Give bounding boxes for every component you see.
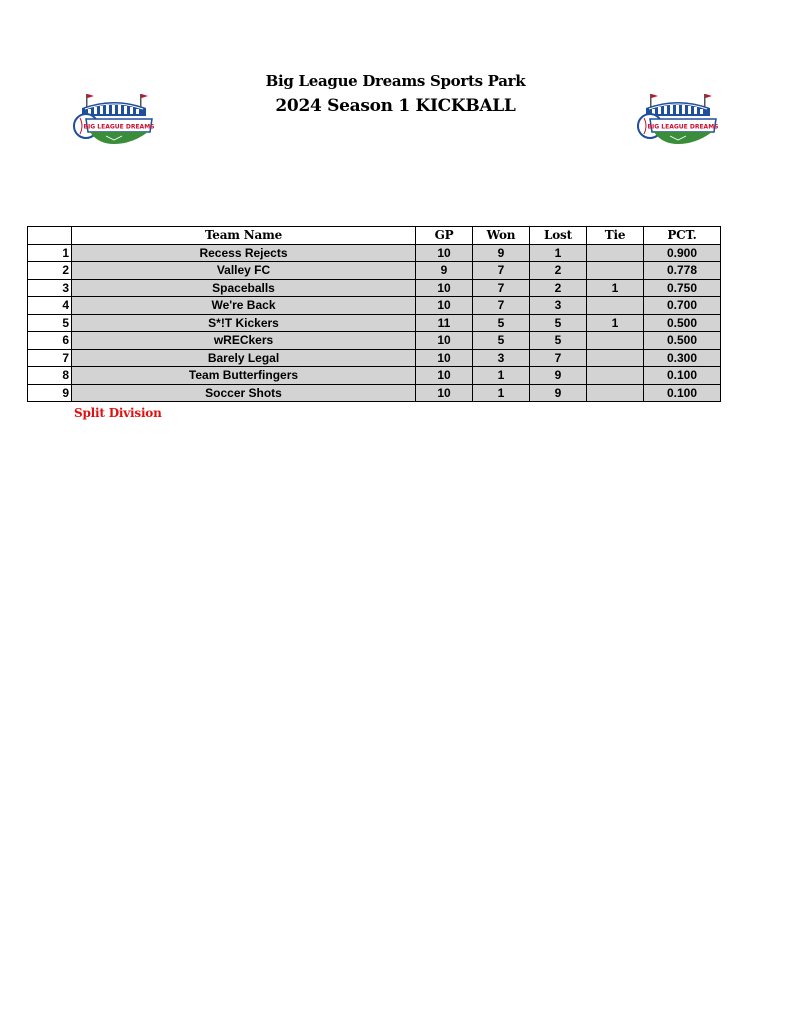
column-header-lost: Lost	[530, 227, 587, 245]
table-row	[28, 279, 721, 297]
pct-cell: 0.100	[644, 384, 721, 402]
logo-text-right: BIG LEAGUE DREAMS	[647, 123, 719, 131]
rank-cell: 8	[28, 367, 72, 385]
tie-cell	[587, 384, 644, 402]
rank-cell: 6	[28, 332, 72, 350]
won-cell: 7	[473, 262, 530, 280]
team-name-cell: We're Back	[72, 297, 416, 315]
pct-cell: 0.778	[644, 262, 721, 280]
rank-cell: 4	[28, 297, 72, 315]
column-header-gp: GP	[416, 227, 473, 245]
column-header-tie: Tie	[587, 227, 644, 245]
gp-cell: 10	[416, 349, 473, 367]
team-name-cell: Valley FC	[72, 262, 416, 280]
rank-cell: 3	[28, 279, 72, 297]
column-header-team-name: Team Name	[72, 227, 416, 245]
lost-cell: 5	[530, 314, 587, 332]
team-name-cell: Recess Rejects	[72, 244, 416, 262]
won-cell: 1	[473, 384, 530, 402]
won-cell: 5	[473, 332, 530, 350]
lost-cell: 7	[530, 349, 587, 367]
gp-cell: 10	[416, 244, 473, 262]
gp-cell: 10	[416, 279, 473, 297]
split-division-note: Split Division	[74, 406, 162, 420]
column-header-pct: PCT.	[644, 227, 721, 245]
gp-cell: 10	[416, 332, 473, 350]
lost-cell: 5	[530, 332, 587, 350]
rank-cell: 5	[28, 314, 72, 332]
tie-cell	[587, 262, 644, 280]
won-cell: 1	[473, 367, 530, 385]
pct-cell: 0.500	[644, 314, 721, 332]
gp-cell: 10	[416, 367, 473, 385]
standings-table	[27, 226, 721, 402]
team-name-cell: Soccer Shots	[72, 384, 416, 402]
tie-cell	[587, 349, 644, 367]
gp-cell: 10	[416, 297, 473, 315]
pct-cell: 0.700	[644, 297, 721, 315]
rank-cell: 7	[28, 349, 72, 367]
won-cell: 3	[473, 349, 530, 367]
column-header-rank	[28, 227, 72, 245]
pct-cell: 0.500	[644, 332, 721, 350]
table-row	[28, 349, 721, 367]
rank-cell: 1	[28, 244, 72, 262]
table-row	[28, 262, 721, 280]
won-cell: 7	[473, 279, 530, 297]
rank-cell: 2	[28, 262, 72, 280]
table-row	[28, 332, 721, 350]
gp-cell: 11	[416, 314, 473, 332]
won-cell: 7	[473, 297, 530, 315]
lost-cell: 9	[530, 384, 587, 402]
tie-cell	[587, 332, 644, 350]
table-row	[28, 367, 721, 385]
tie-cell	[587, 367, 644, 385]
gp-cell: 9	[416, 262, 473, 280]
lost-cell: 2	[530, 262, 587, 280]
pct-cell: 0.900	[644, 244, 721, 262]
header-row	[28, 227, 721, 245]
season-title: 2024 Season 1 KICKBALL	[275, 96, 516, 116]
tie-cell	[587, 244, 644, 262]
pct-cell: 0.750	[644, 279, 721, 297]
won-cell: 5	[473, 314, 530, 332]
column-header-won: Won	[473, 227, 530, 245]
team-name-cell: wRECkers	[72, 332, 416, 350]
rank-cell: 9	[28, 384, 72, 402]
team-name-cell: Team Butterfingers	[72, 367, 416, 385]
pct-cell: 0.300	[644, 349, 721, 367]
logo-text-left: BIG LEAGUE DREAMS	[83, 123, 155, 131]
team-name-cell: Barely Legal	[72, 349, 416, 367]
lost-cell: 2	[530, 279, 587, 297]
table-row	[28, 297, 721, 315]
lost-cell: 9	[530, 367, 587, 385]
team-name-cell: Spaceballs	[72, 279, 416, 297]
gp-cell: 10	[416, 384, 473, 402]
venue-title: Big League Dreams Sports Park	[265, 72, 526, 90]
pct-cell: 0.100	[644, 367, 721, 385]
team-name-cell: S*!T Kickers	[72, 314, 416, 332]
lost-cell: 1	[530, 244, 587, 262]
tie-cell: 1	[587, 314, 644, 332]
table-row	[28, 384, 721, 402]
lost-cell: 3	[530, 297, 587, 315]
tie-cell: 1	[587, 279, 644, 297]
table-row	[28, 244, 721, 262]
won-cell: 9	[473, 244, 530, 262]
table-row	[28, 314, 721, 332]
tie-cell	[587, 297, 644, 315]
